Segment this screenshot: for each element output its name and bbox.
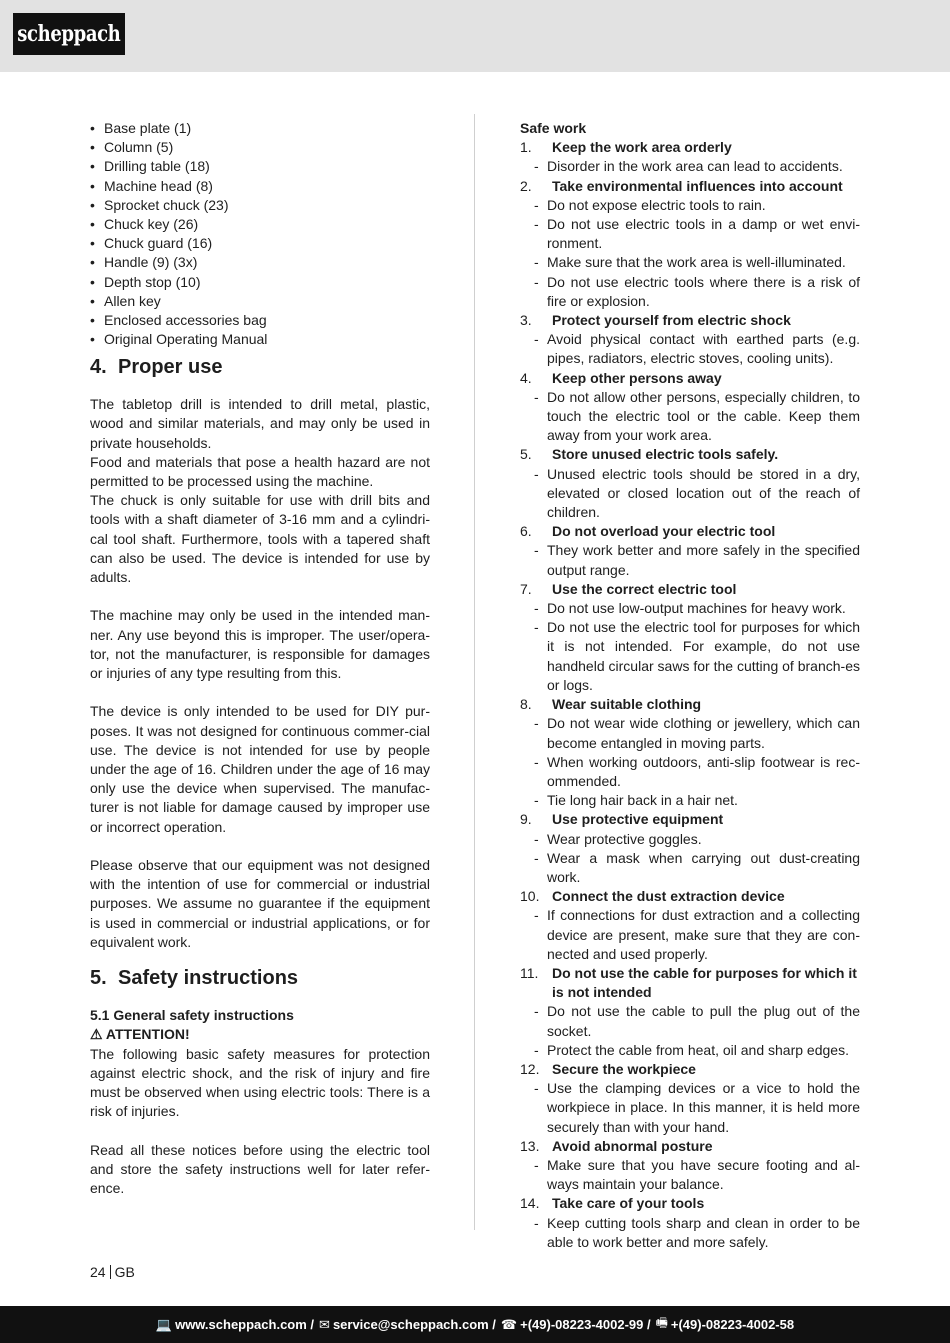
list-item: • Chuck guard (16): [90, 235, 213, 252]
paragraph: Food and materials that pose a health hazard are not permitted to be processed using the machine.: [90, 453, 430, 490]
list-item: • Original Operating Manual: [90, 331, 268, 348]
safe-work-subitem: - Unused electric tools should be stored in a dry, elevated or closed location out of the reach of children.: [534, 465, 860, 521]
safe-work-subitem: - Avoid physical contact with earthed parts (e.g. pipes, radiators, electric stoves, cooling units).: [534, 331, 860, 367]
attention-label: ⚠ ATTENTION!: [90, 1026, 190, 1043]
safe-work-item-title: 11. Do not use the cable for purposes for which it is not intended: [520, 964, 857, 1001]
safe-work-subitem: - Do not allow other persons, especially children, to touch the electric tool or the cable. Keep them away from your work area.: [534, 388, 860, 444]
right-column: [520, 119, 860, 1252]
safe-work-subitem: - Do not use electric tools in a damp or wet envi-ronment.: [534, 216, 860, 252]
fax-number: +(49)-08223-4002-58: [670, 1317, 795, 1332]
safe-work-item-title: 14. Take care of your tools: [520, 1195, 705, 1212]
safe-work-subitem: - Wear a mask when carrying out dust-creating work.: [534, 849, 860, 885]
safe-work-subitem: - Do not use the electric tool for purposes for which it is not intended. For example, do not use handheld circular saws for the cutting of branch-es or logs.: [534, 619, 860, 693]
brand-logo: [13, 13, 125, 55]
safe-work-item-title: 1. Keep the work area orderly: [520, 139, 732, 156]
list-item: • Base plate (1): [90, 120, 192, 136]
safe-work-subitem: - Do not wear wide clothing or jewellery, which can become entangled in moving parts.: [534, 715, 860, 751]
list-item: • Sprocket chuck (23): [90, 196, 229, 213]
list-item: • Machine head (8): [90, 177, 213, 194]
left-column: [90, 119, 430, 1198]
fax-icon: 🖷: [655, 1314, 668, 1330]
safe-work-subitem: - Keep cutting tools sharp and clean in order to be able to work better and more safely.: [534, 1214, 860, 1250]
logo-text: scheppach: [17, 21, 121, 47]
paragraph: The chuck is only suitable for use with drill bits and tools with a shaft diameter of 3-16 mm and a cylindri-cal tool shaft. Furthermore, tools with a tapered shaft can also be used. The device is intended for use by adults.: [90, 492, 430, 586]
safe-work-item-title: 10. Connect the dust extraction device: [520, 888, 785, 905]
paragraph: The device is only intended to be used for DIY pur-poses. It was not designed for continuous commer-cial use. The device is not intended for use by people under the age of 16. Children under the age of 16 may only use the device when supervised. The manufac-turer is not liable for damage caused by improper use or incorrect operation.: [90, 703, 430, 835]
safe-work-item-title: 2. Take environmental influences into account: [520, 177, 843, 194]
safe-work-item-title: 3. Protect yourself from electric shock: [520, 312, 791, 329]
paragraph: Please observe that our equipment was not designed with the intention of use for commercial or industrial purposes. We assume no guarantee if the equipment is used in commercial or industrial applications, or for equivalent work.: [90, 857, 430, 950]
phone-icon: ☎: [500, 1316, 518, 1332]
safe-work-item-title: 9. Use protective equipment: [520, 811, 724, 828]
safe-work-subitem: - Do not use low-output machines for heavy work.: [534, 600, 846, 617]
list-item: • Chuck key (26): [90, 215, 199, 232]
safe-work-item-title: 6. Do not overload your electric tool: [520, 523, 776, 540]
list-item: • Drilling table (18): [90, 158, 210, 175]
safe-work-subitem: - Wear protective goggles.: [534, 830, 702, 847]
contact-bar: [0, 1306, 950, 1343]
safe-work-subitem: - Do not expose electric tools to rain.: [534, 196, 766, 213]
safe-work-subitem: - Disorder in the work area can lead to accidents.: [534, 158, 843, 175]
column-divider: [474, 114, 475, 1230]
paragraph: The tabletop drill is intended to drill metal, plastic, wood and similar materials, and may only be used in private households.: [90, 396, 430, 451]
safe-work-item-title: 8. Wear suitable clothing: [520, 696, 702, 713]
list-item: • Column (5): [90, 139, 174, 156]
website-link[interactable]: www.scheppach.com /: [175, 1317, 315, 1332]
computer-icon: 💻: [155, 1316, 173, 1332]
section-heading-proper-use: 4. Proper use: [90, 356, 223, 379]
contents-list: [90, 119, 430, 349]
safe-work-item-title: 7. Use the correct electric tool: [520, 580, 737, 597]
safe-work-subitem: - Make sure that you have secure footing and al-ways maintain your balance.: [534, 1156, 860, 1193]
safe-work-subitem: - Make sure that the work area is well-illuminated.: [534, 254, 846, 271]
list-item: • Allen key: [90, 292, 161, 309]
safe-work-subitem: - Protect the cable from heat, oil and sharp edges.: [534, 1041, 849, 1058]
safe-work-subitem: - When working outdoors, anti-slip footwear is rec-ommended.: [534, 753, 860, 789]
mail-icon: ✉: [319, 1316, 330, 1332]
email-link[interactable]: service@scheppach.com /: [332, 1317, 496, 1332]
paragraph: Read all these notices before using the electric tool and store the safety instructions well for later refer-ence.: [90, 1141, 430, 1196]
phone-number: +(49)-08223-4002-99 /: [520, 1317, 651, 1332]
safe-work-list: [520, 138, 860, 1252]
safe-work-subitem: - Do not use electric tools where there is a risk of fire or explosion.: [534, 273, 860, 309]
list-item: • Handle (9) (3x): [90, 254, 198, 271]
safe-work-subitem: - They work better and more safely in the specified output range.: [534, 542, 860, 578]
paragraph: The machine may only be used in the intended man-ner. Any use beyond this is improper. The user/opera-tor, not the manufacturer, is responsible for damages or injuries of any type resulting from this.: [90, 607, 430, 682]
safe-work-item-title: 5. Store unused electric tools safely.: [520, 446, 779, 463]
safe-work-subitem: - Use the clamping devices or a vice to hold the workpiece in place. In this manner, it is held more securely than with your hand.: [534, 1080, 860, 1135]
list-item: • Depth stop (10): [90, 273, 201, 290]
safe-work-heading: Safe work: [520, 120, 587, 136]
paragraph: The following basic safety measures for protection against electric shock, and the risk of injury and fire must be observed when using electric tools: There is a risk of injuries.: [90, 1045, 430, 1120]
safe-work-item-title: 13. Avoid abnormal posture: [520, 1137, 713, 1154]
list-item: • Enclosed accessories bag: [90, 311, 267, 328]
safe-work-subitem: - Do not use the cable to pull the plug out of the socket.: [534, 1003, 860, 1039]
subsection-heading: 5.1 General safety instructions: [90, 1007, 294, 1024]
safe-work-item-title: 12. Secure the workpiece: [520, 1060, 696, 1077]
section-heading-safety-instructions: 5. Safety instructions: [90, 967, 299, 990]
safe-work-subitem: - If connections for dust extraction and a collecting device are present, make sure that they are con-nected and used properly.: [534, 907, 860, 962]
page-number: 24 GB: [90, 1264, 135, 1280]
safe-work-subitem: - Tie long hair back in a hair net.: [534, 792, 738, 809]
safe-work-item-title: 4. Keep other persons away: [520, 369, 722, 386]
page-header: [0, 0, 950, 72]
